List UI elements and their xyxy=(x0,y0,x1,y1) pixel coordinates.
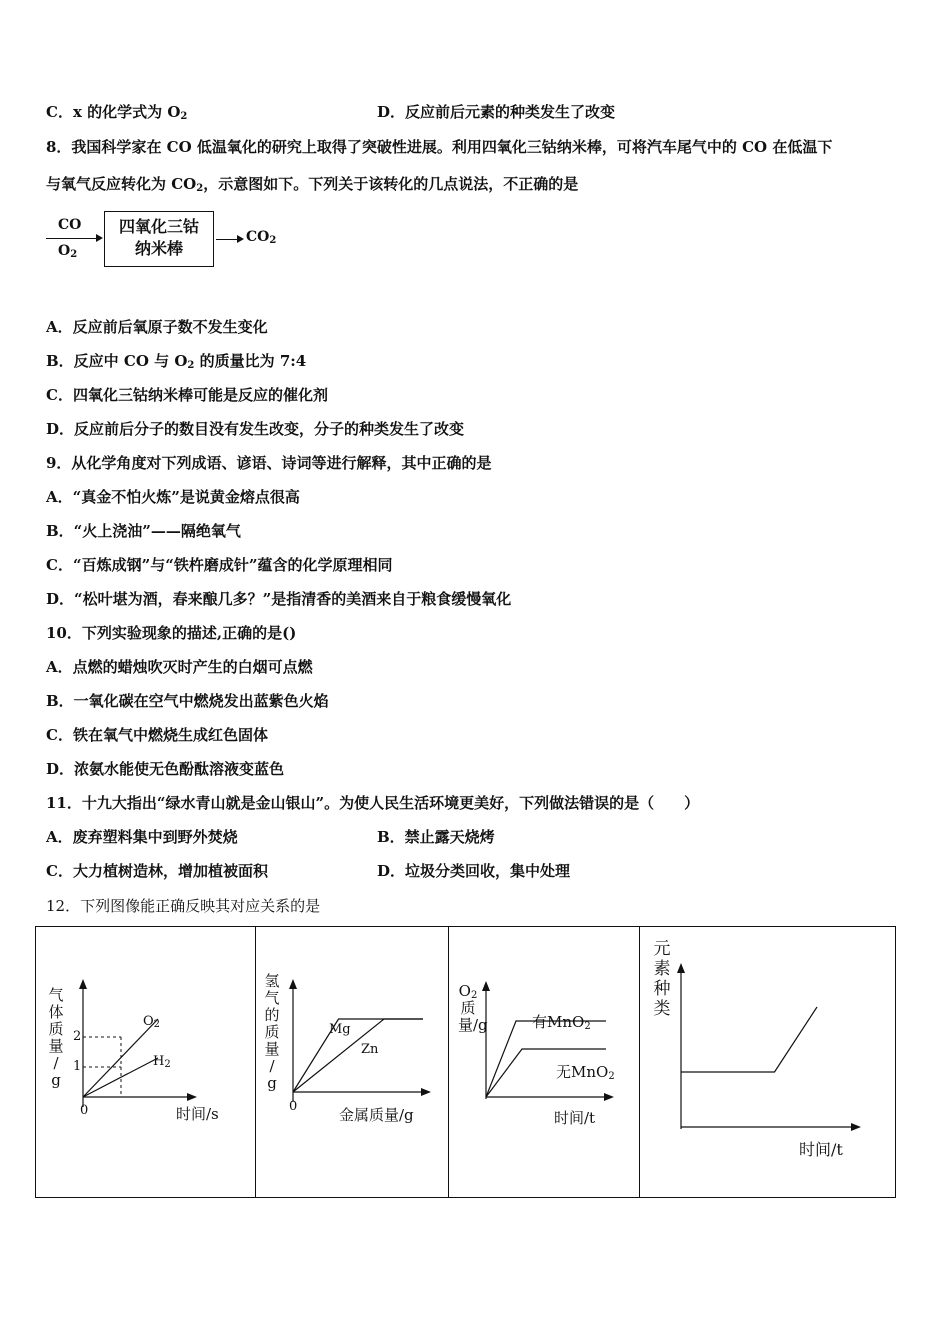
graph2-origin: 0 xyxy=(289,1099,298,1114)
q8-option-c: C．四氧化三钴纳米棒可能是反应的催化剂 xyxy=(46,386,328,404)
q10-option-a: A．点燃的蜡烛吹灭时产生的白烟可点燃 xyxy=(46,658,313,676)
graph2-mg-line xyxy=(293,1019,423,1092)
q10-stem: 10．下列实验现象的描述,正确的是() xyxy=(46,624,297,642)
diagram-box-line1: 四氧化三钴 xyxy=(118,217,199,236)
q8-option-b: B．反应中 CO 与 $O_2$ 的质量比为 7:4 xyxy=(46,352,307,371)
graph4-xlabel: 时间/t xyxy=(799,1140,843,1159)
graph2-xlabel: 金属质量/g xyxy=(339,1106,414,1124)
q8-option-a: A．反应前后氧原子数不发生变化 xyxy=(46,318,268,336)
q11-option-b: B．禁止露天烧烤 xyxy=(377,828,495,846)
graph1-svg xyxy=(36,927,255,1197)
q11-stem: 11．十九大指出“绿水青山就是金山银山”。为使人民生活环境更美好，下列做法错误的是（ ） xyxy=(46,794,700,812)
graph4-svg xyxy=(639,927,895,1197)
graph4-ylabel: 元 素 种 类 xyxy=(653,939,671,1019)
graph4-x-arrow xyxy=(851,1123,861,1131)
graph2-zn-line xyxy=(293,1019,423,1092)
graph1-xlabel: 时间/s xyxy=(176,1105,219,1123)
graph2-zn-label: Zn xyxy=(361,1042,379,1057)
q9-option-b: B．“火上浇油”——隔绝氧气 xyxy=(46,522,241,540)
graph1-origin: 0 xyxy=(80,1103,89,1118)
q8-stem-line1: 8．我国科学家在 CO 低温氧化的研究上取得了突破性进展。利用四氧化三钴纳米棒，可将汽车尾气中的 CO 在低温下 xyxy=(46,138,833,156)
diagram-box-line2: 纳米棒 xyxy=(134,239,183,258)
graph-element-types xyxy=(639,927,895,1197)
graph2-x-arrow xyxy=(421,1088,431,1096)
graph2-mg-label: Mg xyxy=(329,1022,351,1037)
q11-option-a: A．废弃塑料集中到野外焚烧 xyxy=(46,828,238,846)
graph3-without-label: 无MnO$_2$ xyxy=(556,1063,615,1082)
q9-option-a: A．“真金不怕火炼”是说黄金熔点很高 xyxy=(46,488,300,506)
graph-oxygen-mass xyxy=(448,927,640,1197)
graph1-ytick-1: 1 xyxy=(73,1059,82,1074)
q9-option-c: C．“百炼成钢”与“铁杵磨成针”蕴含的化学原理相同 xyxy=(46,556,393,574)
diagram-output-co2: $CO_2$ xyxy=(246,229,277,246)
graph1-o2-label: $O_2$ xyxy=(143,1014,161,1030)
q10-option-c: C．铁在氧气中燃烧生成红色固体 xyxy=(46,726,268,744)
graph2-y-arrow xyxy=(289,979,297,989)
graph4-y-arrow xyxy=(677,963,685,973)
q8-stem-line2: 与氧气反应转化为 $CO_2$，示意图如下。下列关于该转化的几点说法，不正确的是 xyxy=(46,175,579,194)
q10-option-b: B．一氧化碳在空气中燃烧发出蓝紫色火焰 xyxy=(46,692,329,710)
q8-option-d: D．反应前后分子的数目没有发生改变，分子的种类发生了改变 xyxy=(46,420,465,438)
diagram-catalyst-box xyxy=(104,211,214,267)
graph2-ylabel: 氢 气 的 质 量 / g xyxy=(264,972,280,1092)
diagram-input-o2: $O_2$ xyxy=(58,243,78,260)
diagram-input-arrow xyxy=(46,238,101,239)
q8-reaction-diagram xyxy=(44,205,304,275)
q7-option-c: C．x 的化学式为 $O_2$ xyxy=(46,103,188,122)
graph1-ytick-2: 2 xyxy=(73,1029,82,1044)
graph3-with-mno2-line xyxy=(486,1021,606,1097)
q7-option-d: D．反应前后元素的种类发生了改变 xyxy=(377,103,616,121)
graph3-x-arrow xyxy=(604,1093,614,1101)
graph2-svg xyxy=(255,927,448,1197)
q11-option-d: D．垃圾分类回收，集中处理 xyxy=(377,862,571,880)
graph3-with-label: 有MnO$_2$ xyxy=(532,1013,591,1032)
q12-stem: 12．下列图像能正确反映其对应关系的是 xyxy=(46,897,321,915)
diagram-input-co: CO xyxy=(58,217,82,233)
graph1-h2-label: $H_2$ xyxy=(153,1054,171,1070)
graph3-ylabel: $O_2$ 质量/g xyxy=(458,982,488,1034)
q10-option-d: D．浓氨水能使无色酚酞溶液变蓝色 xyxy=(46,760,285,778)
q9-stem: 9．从化学角度对下列成语、谚语、诗词等进行解释，其中正确的是 xyxy=(46,454,492,472)
graph4-series-line xyxy=(681,1007,817,1072)
q12-graph-options xyxy=(35,926,896,1198)
graph1-x-arrow xyxy=(187,1093,197,1101)
graph-gas-mass xyxy=(36,927,256,1197)
graph-hydrogen-mass xyxy=(255,927,449,1197)
graph1-y-arrow xyxy=(79,979,87,989)
q9-option-d: D．“松叶堪为酒，春来酿几多？”是指清香的美酒来自于粮食缓慢氧化 xyxy=(46,590,512,608)
diagram-output-arrow xyxy=(216,239,242,240)
graph1-ylabel: 气 体 质 量 / g xyxy=(48,986,64,1089)
q11-option-c: C．大力植树造林，增加植被面积 xyxy=(46,862,268,880)
graph3-xlabel: 时间/t xyxy=(554,1109,596,1127)
graph3-y-arrow xyxy=(482,981,490,991)
